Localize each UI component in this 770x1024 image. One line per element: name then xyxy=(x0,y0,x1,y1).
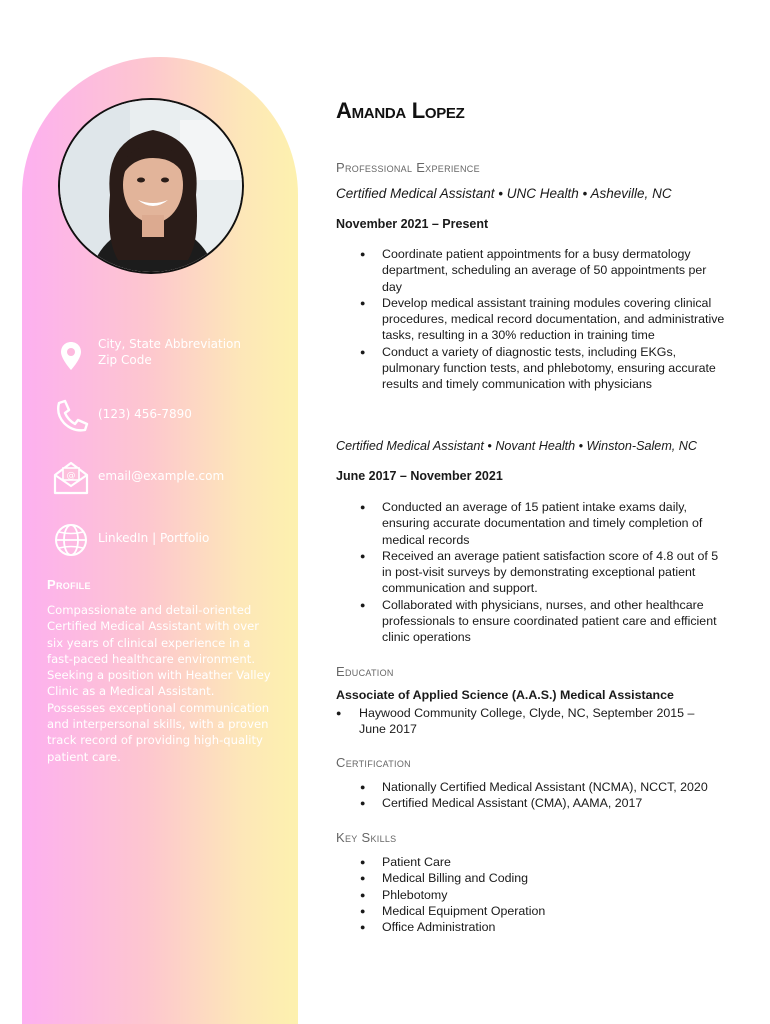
skills-heading: Key Skills xyxy=(336,830,397,845)
list-item: ● Coordinate patient appointments for a busy dermatology department, scheduling an average of 50 appointments per day xyxy=(336,246,726,295)
email-address[interactable]: email@example.com xyxy=(98,469,225,483)
job-dates-2: June 2017 – November 2021 xyxy=(336,469,503,483)
phone-icon xyxy=(50,396,92,436)
job-2-bullets xyxy=(336,499,726,646)
list-item: ● Conducted an average of 15 patient intake exams daily, ensuring accurate documentation and timely completion of medical records xyxy=(336,499,726,548)
list-item: ● Certified Medical Assistant (CMA), AAMA, 2017 xyxy=(336,795,736,811)
email-icon xyxy=(50,458,92,498)
contact-links xyxy=(50,520,209,560)
job-dates-1: November 2021 – Present xyxy=(336,217,489,231)
profile-heading: Profile xyxy=(47,577,91,592)
certification-list xyxy=(336,779,736,812)
job-title-1: Certified Medical Assistant • UNC Health • Asheville, NC xyxy=(336,186,672,201)
education-heading: Education xyxy=(336,664,394,679)
profile-photo xyxy=(58,98,244,274)
experience-heading: Professional Experience xyxy=(336,160,480,175)
list-item: ● Conduct a variety of diagnostic tests, including EKGs, pulmonary function tests, and phlebotomy, ensuring accurate results and timely communication with physicians xyxy=(336,344,726,393)
list-item: ● Office Administration xyxy=(336,919,726,935)
location-pin-icon xyxy=(50,336,92,376)
list-item: ● Phlebotomy xyxy=(336,887,726,903)
certification-heading: Certification xyxy=(336,755,411,770)
contact-email xyxy=(50,458,224,498)
contact-address xyxy=(50,336,241,376)
profile-links[interactable]: LinkedIn | Portfolio xyxy=(98,531,210,545)
phone-number: (123) 456-7890 xyxy=(98,407,192,421)
list-item: ● Haywood Community College, Clyde, NC, September 2015 – June 2017 xyxy=(336,705,706,738)
job-title-2: Certified Medical Assistant • Novant Health • Winston-Salem, NC xyxy=(336,439,697,453)
globe-icon xyxy=(50,520,92,560)
list-item: ● Medical Equipment Operation xyxy=(336,903,726,919)
list-item: ● Collaborated with physicians, nurses, and other healthcare professionals to ensure coordinated patient care and efficient clinic operations xyxy=(336,597,726,646)
list-item: ● Nationally Certified Medical Assistant (NCMA), NCCT, 2020 xyxy=(336,779,736,795)
skills-list xyxy=(336,854,726,935)
address-line-2: Zip Code xyxy=(98,353,152,367)
list-item: ● Develop medical assistant training modules covering clinical procedures, medical record documentation, and administrative tasks, resulting in a 30% reduction in training time xyxy=(336,295,726,344)
degree-title: Associate of Applied Science (A.A.S.) Medical Assistance xyxy=(336,688,674,702)
portrait-image xyxy=(60,100,244,274)
list-item: ● Received an average patient satisfaction score of 4.8 out of 5 in post-visit surveys by demonstrating exceptional patient communication and support. xyxy=(336,548,726,597)
contact-phone xyxy=(50,396,192,436)
address-line-1: City, State Abbreviation xyxy=(98,337,241,351)
job-1-bullets xyxy=(336,246,726,393)
list-item: ● Patient Care xyxy=(336,854,726,870)
list-item: ● Medical Billing and Coding xyxy=(336,870,726,886)
svg-text:@: @ xyxy=(66,471,76,481)
profile-summary: Compassionate and detail-oriented Certified Medical Assistant with over six years of clinical experience in a fast-paced healthcare environment. Seeking a position with Heather Valley Clinic as a Medical Assistant. Possesses exceptional communication and interpersonal skills, with a proven track record of providing high-quality patient care. xyxy=(47,603,271,764)
education-list xyxy=(336,705,706,738)
candidate-name: Amanda Lopez xyxy=(336,98,465,123)
